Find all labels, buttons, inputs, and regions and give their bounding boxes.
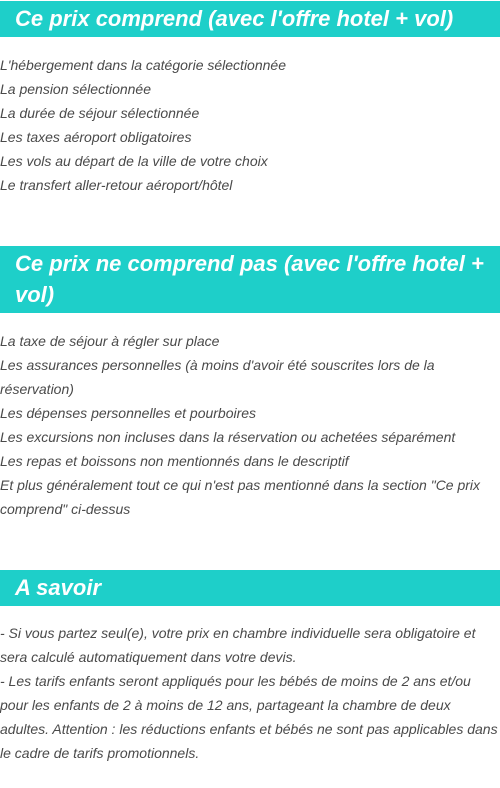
list-item: Et plus généralement tout ce qui n'est pas mentionné dans la section "Ce prix comprend" ci-dessus: [0, 477, 481, 517]
list-item: Les vols au départ de la ville de votre choix: [0, 153, 268, 169]
good-to-know-list: [0, 621, 500, 765]
section-price-excludes: [0, 246, 500, 521]
section-title-price-includes: Ce prix comprend (avec l'offre hotel + vol): [0, 1, 500, 37]
list-item: Les excursions non incluses dans la réservation ou achetées séparément: [0, 429, 456, 445]
list-item: Les assurances personnelles (à moins d'avoir été souscrites lors de la réservation): [0, 357, 435, 397]
section-price-includes: [0, 1, 500, 197]
list-item: La pension sélectionnée: [0, 81, 152, 97]
list-item: Les repas et boissons non mentionnés dans le descriptif: [0, 453, 349, 469]
section-title-price-excludes: Ce prix ne comprend pas (avec l'offre hotel + vol): [0, 246, 500, 313]
includes-list: [0, 53, 500, 197]
section-title-good-to-know: A savoir: [0, 570, 500, 606]
excludes-list: [0, 329, 500, 521]
list-item: - Les tarifs enfants seront appliqués pour les bébés de moins de 2 ans et/ou pour les enfants de 2 à moins de 12 ans, partageant la chambre de deux adultes. Attention : les réductions enfants et bébés ne sont pas applicables dans le cadre de tarifs promotionnels.: [0, 673, 498, 761]
list-item: Les dépenses personnelles et pourboires: [0, 405, 257, 421]
list-item: La taxe de séjour à régler sur place: [0, 333, 220, 349]
section-good-to-know: [0, 570, 500, 765]
list-item: Les taxes aéroport obligatoires: [0, 129, 192, 145]
list-item: - Si vous partez seul(e), votre prix en chambre individuelle sera obligatoire et sera calculé automatiquement dans votre devis.: [0, 625, 476, 665]
list-item: La durée de séjour sélectionnée: [0, 105, 200, 121]
list-item: Le transfert aller-retour aéroport/hôtel: [0, 177, 233, 193]
list-item: L'hébergement dans la catégorie sélectionnée: [0, 57, 286, 73]
